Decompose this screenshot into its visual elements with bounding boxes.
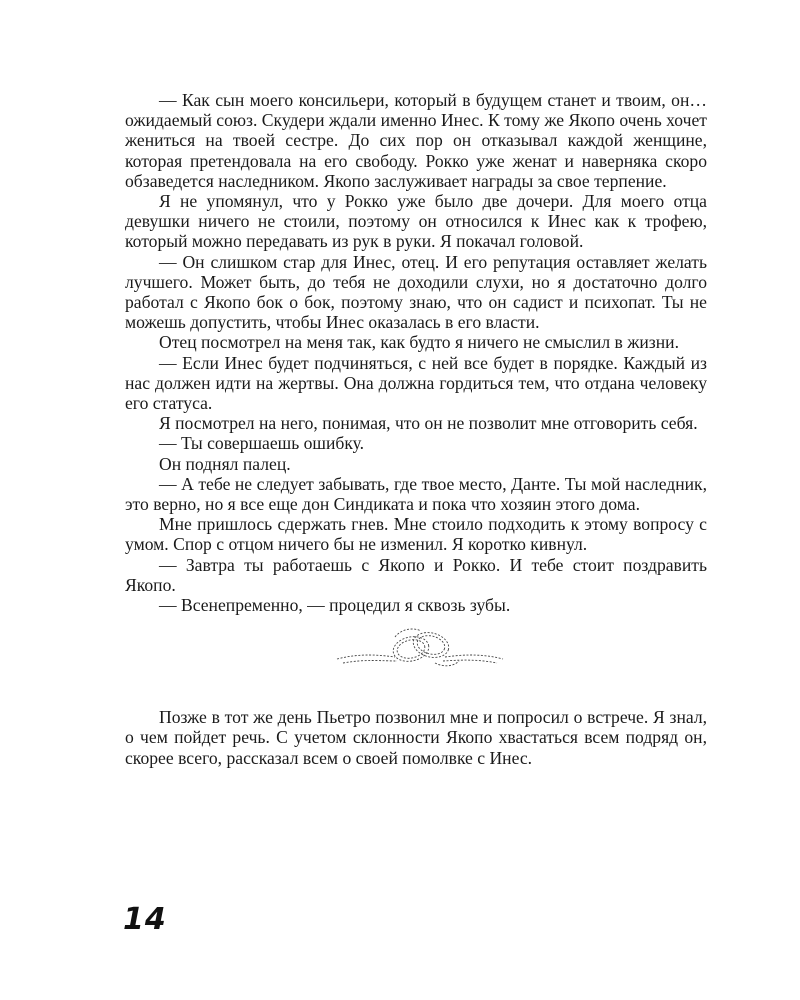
- paragraph: Я не упомянул, что у Рокко уже было две дочери. Для моего отца девушки ничего не стоили, поэтому он относился к Инес как к трофею, который можно передавать из рук в руки. Я покачал головой.: [125, 191, 707, 252]
- paragraph: Позже в тот же день Пьетро позвонил мне и попросил о встрече. Я знал, о чем пойдет речь. С учетом склонности Якопо хвастаться всем подряд он, скорее всего, рассказал всем о своей помолвке с Инес.: [125, 707, 707, 768]
- paragraph: — А тебе не следует забывать, где твое место, Данте. Ты мой наследник, это верно, но я все еще дон Синдиката и пока что хозяин этого дома.: [125, 473, 707, 515]
- paragraph: — Как сын моего консильери, который в будущем станет и твоим, он… ожидаемый союз. Скудери ждали именно Инес. К тому же Якопо очень хочет жениться на твоей сестре. До сих пор он отказывал каждой женщине, которая претендовала на его свободу. Рокко уже женат и наверняка скоро обзаведется наследником. Якопо заслуживает награды за свое терпение.: [125, 90, 707, 191]
- paragraph: — Завтра ты работаешь с Якопо и Рокко. И тебе стоит поздравить Якопо.: [125, 554, 707, 595]
- paragraph: Мне пришлось сдержать гнев. Мне стоило подходить к этому вопросу с умом. Спор с отцом ничего бы не изменил. Я коротко кивнул.: [125, 514, 707, 555]
- paragraph: Отец посмотрел на меня так, как будто я ничего не смыслил в жизни.: [159, 332, 679, 353]
- section-divider: [125, 615, 707, 707]
- paragraph: — Он слишком стар для Инес, отец. И его репутация оставляет желать лучшего. Может быть, до тебя не доходили слухи, но я достаточно долго работал с Якопо бок о бок, поэтому знаю, что он садист и психопат. Ты не можешь допустить, чтобы Инес оказалась в его власти.: [125, 251, 707, 333]
- page-number: 14: [123, 902, 167, 937]
- paragraph: — Всенепременно, — процедил я сквозь зубы.: [159, 595, 511, 616]
- paragraph: — Ты совершаешь ошибку.: [159, 433, 365, 454]
- paragraph: — Если Инес будет подчиняться, с ней все будет в порядке. Каждый из нас должен идти на жертвы. Она должна гордиться тем, что отдана человеку его статуса.: [125, 352, 707, 414]
- paragraph: Он поднял палец.: [159, 453, 291, 474]
- intertwined-rings-ornament-icon: [335, 623, 505, 675]
- paragraph: Я посмотрел на него, понимая, что он не позволит мне отговорить себя.: [159, 413, 698, 434]
- book-page-text: [125, 90, 707, 768]
